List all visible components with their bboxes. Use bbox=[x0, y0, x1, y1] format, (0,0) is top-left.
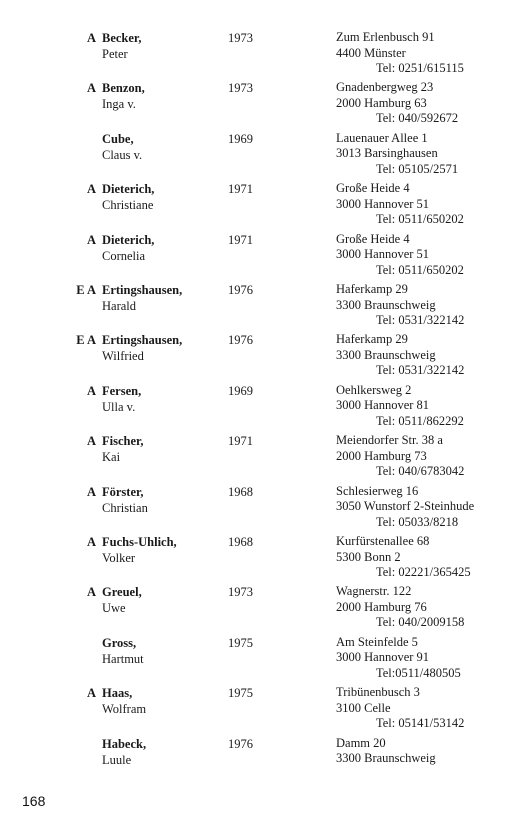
entry-surname: Dieterich, bbox=[102, 232, 155, 247]
entry-prefix: A bbox=[86, 383, 96, 398]
entry-firstname: Cornelia bbox=[102, 248, 146, 263]
entry-firstname: Christian bbox=[102, 500, 148, 515]
entry-firstname: Claus v. bbox=[102, 147, 143, 162]
entry-firstname: Ulla v. bbox=[102, 399, 136, 414]
entry-year: 1968 bbox=[228, 535, 253, 549]
list-item bbox=[0, 181, 526, 231]
entry-address bbox=[336, 484, 474, 531]
entry-address-line: 2000 Hamburg 73 bbox=[336, 448, 427, 463]
entry-phone: Tel: 05141/53142 bbox=[376, 716, 465, 731]
list-item bbox=[0, 30, 526, 80]
entry-firstname: Volker bbox=[102, 551, 136, 565]
entry-address bbox=[336, 30, 464, 77]
entry-surname: Förster, bbox=[102, 484, 144, 499]
entry-prefix: E A bbox=[76, 283, 96, 297]
entry-firstname: Peter bbox=[102, 47, 128, 61]
entry-year: 1975 bbox=[228, 635, 253, 650]
page-number: 168 bbox=[22, 793, 46, 809]
entry-year: 1975 bbox=[228, 686, 253, 701]
entry-address bbox=[336, 232, 464, 279]
entry-address-line: 3013 Barsinghausen bbox=[336, 146, 438, 161]
entry-surname: Ertingshausen, bbox=[102, 283, 183, 297]
entry-address bbox=[336, 383, 464, 430]
entry-surname: Fischer, bbox=[102, 434, 144, 449]
entry-address bbox=[336, 433, 464, 480]
list-item bbox=[0, 282, 526, 332]
entry-address bbox=[336, 736, 436, 767]
entry-address-line: 4400 Münster bbox=[336, 45, 406, 60]
entry-address bbox=[336, 80, 458, 127]
entry-prefix: A bbox=[86, 535, 96, 549]
list-item bbox=[0, 131, 526, 181]
entry-phone: Tel: 040/6783042 bbox=[376, 464, 465, 479]
entry-address-line: Oehlkersweg 2 bbox=[336, 382, 412, 397]
list-item bbox=[0, 685, 526, 735]
entry-address bbox=[336, 131, 458, 178]
entry-year: 1976 bbox=[228, 333, 253, 348]
entry-firstname: Wolfram bbox=[102, 702, 147, 717]
entry-surname: Habeck, bbox=[102, 736, 147, 751]
entry-address-line: Große Heide 4 bbox=[336, 181, 410, 196]
list-item bbox=[0, 433, 526, 483]
list-item bbox=[0, 736, 526, 786]
entry-prefix: A bbox=[86, 686, 96, 701]
entry-address-line: 3000 Hannover 51 bbox=[336, 247, 430, 262]
entry-phone: Tel: 0511/650202 bbox=[376, 212, 464, 227]
entry-year: 1976 bbox=[228, 283, 253, 297]
entry-firstname: Hartmut bbox=[102, 651, 144, 666]
entry-year: 1971 bbox=[228, 232, 253, 247]
entry-phone: Tel: 05105/2571 bbox=[376, 161, 459, 176]
entry-prefix: A bbox=[86, 31, 96, 45]
entry-address-line: 2000 Hamburg 76 bbox=[336, 599, 427, 614]
entry-address-line: Gnadenbergweg 23 bbox=[336, 80, 434, 95]
entry-prefix: A bbox=[86, 81, 96, 96]
entry-address-line: Zum Erlenbusch 91 bbox=[336, 30, 435, 44]
list-item bbox=[0, 484, 526, 534]
entry-address-line: 3300 Braunschweig bbox=[336, 347, 436, 362]
entry-phone: Tel: 0531/322142 bbox=[376, 313, 465, 327]
entry-firstname: Christiane bbox=[102, 198, 154, 213]
entry-address-line: Damm 20 bbox=[336, 735, 386, 750]
entry-address bbox=[336, 534, 471, 581]
entry-surname: Dieterich, bbox=[102, 182, 155, 197]
entry-address bbox=[336, 685, 464, 732]
entry-address-line: 2000 Hamburg 63 bbox=[336, 95, 427, 110]
entry-surname: Gross, bbox=[102, 635, 137, 650]
entry-surname: Benzon, bbox=[102, 81, 145, 96]
entry-surname: Becker, bbox=[102, 31, 142, 45]
entry-prefix: A bbox=[86, 182, 96, 197]
entry-phone: Tel: 040/2009158 bbox=[376, 615, 465, 630]
entry-phone: Tel: 040/592672 bbox=[376, 111, 459, 126]
entry-year: 1973 bbox=[228, 585, 253, 600]
entry-prefix: E A bbox=[76, 333, 96, 348]
entry-address-line: Haferkamp 29 bbox=[336, 332, 408, 347]
entry-phone: Tel: 0511/862292 bbox=[376, 413, 464, 428]
entry-address-line: Schlesierweg 16 bbox=[336, 483, 419, 498]
entry-year: 1971 bbox=[228, 434, 253, 449]
entry-address-line: Lauenauer Allee 1 bbox=[336, 130, 428, 145]
entry-phone: Tel:0511/480505 bbox=[376, 665, 461, 680]
entry-address-line: Große Heide 4 bbox=[336, 231, 410, 246]
list-item bbox=[0, 534, 526, 584]
entry-address-line: Haferkamp 29 bbox=[336, 282, 408, 296]
entry-address-line: 3050 Wunstorf 2-Steinhude bbox=[336, 499, 475, 514]
entry-year: 1969 bbox=[228, 383, 253, 398]
entry-year: 1976 bbox=[228, 736, 253, 751]
entry-prefix: A bbox=[86, 585, 96, 600]
entry-address-line: 3100 Celle bbox=[336, 700, 391, 715]
list-item bbox=[0, 332, 526, 382]
entry-surname: Fersen, bbox=[102, 383, 142, 398]
entry-phone: Tel: 0531/322142 bbox=[376, 363, 465, 378]
list-item bbox=[0, 635, 526, 685]
entry-address bbox=[336, 282, 464, 329]
entry-phone: Tel: 0511/650202 bbox=[376, 262, 464, 277]
entry-address-line: Kurfürstenallee 68 bbox=[336, 534, 430, 548]
entry-address-line: 3000 Hannover 81 bbox=[336, 398, 430, 413]
entry-address bbox=[336, 584, 464, 631]
entry-year: 1973 bbox=[228, 81, 253, 96]
entry-firstname: Luule bbox=[102, 752, 132, 767]
list-item bbox=[0, 383, 526, 433]
entry-address-line: Meiendorfer Str. 38 a bbox=[336, 433, 443, 448]
entry-firstname: Inga v. bbox=[102, 97, 136, 112]
entry-address-line: 5300 Bonn 2 bbox=[336, 549, 401, 564]
entry-surname: Greuel, bbox=[102, 585, 142, 600]
entry-surname: Fuchs-Uhlich, bbox=[102, 535, 177, 549]
entry-address bbox=[336, 635, 461, 682]
entry-address bbox=[336, 181, 464, 228]
entry-address-line: Wagnerstr. 122 bbox=[336, 584, 412, 599]
entry-year: 1973 bbox=[228, 31, 253, 45]
entry-surname: Ertingshausen, bbox=[102, 333, 183, 348]
entry-address-line: Am Steinfelde 5 bbox=[336, 634, 418, 649]
entry-firstname: Harald bbox=[102, 299, 137, 313]
list-item bbox=[0, 584, 526, 634]
entry-surname: Haas, bbox=[102, 686, 133, 701]
entry-surname: Cube, bbox=[102, 131, 134, 146]
entry-prefix: A bbox=[86, 434, 96, 449]
entry-address-line: 3300 Braunschweig bbox=[336, 297, 436, 312]
entry-phone: Tel: 0251/615115 bbox=[376, 61, 464, 75]
entry-phone: Tel: 02221/365425 bbox=[376, 565, 471, 579]
entry-prefix: A bbox=[86, 484, 96, 499]
entry-address bbox=[336, 332, 464, 379]
entry-firstname: Kai bbox=[102, 450, 121, 465]
list-item bbox=[0, 80, 526, 130]
entry-address-line: Tribünenbusch 3 bbox=[336, 685, 420, 700]
entry-firstname: Uwe bbox=[102, 601, 126, 616]
entry-prefix: A bbox=[86, 232, 96, 247]
entry-address-line: 3000 Hannover 91 bbox=[336, 650, 430, 665]
entry-firstname: Wilfried bbox=[102, 349, 144, 364]
entry-year: 1971 bbox=[228, 182, 253, 197]
entry-address-line: 3000 Hannover 51 bbox=[336, 196, 430, 211]
entry-year: 1969 bbox=[228, 131, 253, 146]
list-item bbox=[0, 232, 526, 282]
entry-address-line: 3300 Braunschweig bbox=[336, 751, 436, 766]
entry-phone: Tel: 05033/8218 bbox=[376, 514, 459, 529]
entry-year: 1968 bbox=[228, 484, 253, 499]
